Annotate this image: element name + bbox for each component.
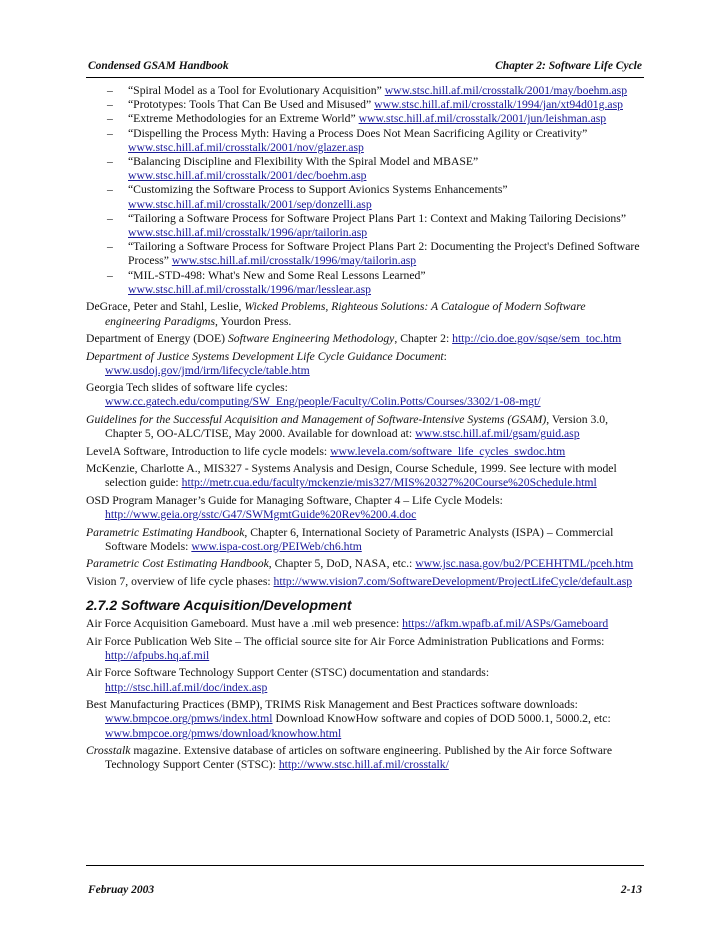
entry-link[interactable]: www.levela.com/software_life_cycles_swdoc.htm bbox=[330, 444, 566, 458]
dash-bullet: – bbox=[107, 84, 113, 97]
list-item bbox=[107, 112, 644, 126]
entry-text: , Chapter 2: bbox=[394, 332, 453, 346]
reference-entry bbox=[86, 666, 644, 694]
article-link[interactable]: www.stsc.hill.af.mil/crosstalk/1996/apr/tailorin.asp bbox=[128, 226, 368, 240]
list-item bbox=[107, 240, 644, 268]
article-title: “Tailoring a Software Process for Software Project Plans Part 1: Context and Making Tailoring Decisions” bbox=[128, 211, 627, 225]
entry-link[interactable]: www.ispa-cost.org/PEIWeb/ch6.htm bbox=[191, 539, 362, 553]
list-item bbox=[107, 155, 644, 183]
entry-title: Parametric Estimating Handbook bbox=[86, 525, 245, 539]
entry-text: LevelA Software, Introduction to life cycle models: bbox=[86, 444, 331, 458]
list-item bbox=[107, 127, 644, 155]
entry-text: DeGrace, Peter and Stahl, Leslie, bbox=[86, 300, 245, 314]
header-chapter: Chapter 2: Software Life Cycle bbox=[495, 60, 642, 72]
section-heading: 2.7.2 Software Acquisition/Development bbox=[86, 596, 352, 613]
entry-text: Georgia Tech slides of software life cycles: bbox=[86, 381, 288, 395]
entry-link[interactable]: www.cc.gatech.edu/computing/SW_Eng/people/Faculty/Colin.Potts/Courses/3302/1-08-mgt/ bbox=[105, 395, 541, 409]
dash-bullet: – bbox=[107, 240, 113, 254]
entry-text: , Chapter 6, International Society of Parametric Analysts (ISPA) – Commercial Software Models: bbox=[105, 525, 614, 553]
entry-link[interactable]: http://metr.cua.edu/faculty/mckenzie/mis327/MIS%20327%20Course%20Schedule.html bbox=[181, 476, 597, 490]
entry-text: : bbox=[443, 349, 447, 363]
entry-link[interactable]: http://www.geia.org/sstc/G47/SWMgmtGuide%20Rev%200.4.doc bbox=[105, 508, 417, 522]
reference-entry bbox=[86, 575, 644, 589]
list-item bbox=[107, 84, 644, 98]
article-title: “Customizing the Software Process to Support Avionics Systems Enhancements” bbox=[128, 183, 508, 197]
dash-bullet: – bbox=[107, 112, 113, 126]
entry-title: Software Engineering Methodology bbox=[227, 332, 395, 346]
entry-text: OSD Program Manager’s Guide for Managing Software, Chapter 4 – Life Cycle Models: bbox=[86, 493, 503, 507]
entry-link[interactable]: http://cio.doe.gov/sqse/sem_toc.htm bbox=[452, 332, 622, 346]
list-item bbox=[107, 183, 644, 211]
header-rule bbox=[86, 77, 644, 78]
entry-text: , Yourdon Press. bbox=[215, 314, 292, 328]
reference-entry bbox=[86, 350, 644, 378]
reference-entry bbox=[86, 617, 644, 631]
entry-link[interactable]: http://www.vision7.com/SoftwareDevelopment/ProjectLifeCycle/default.asp bbox=[273, 574, 633, 588]
reference-entry bbox=[86, 332, 644, 346]
entry-text: Air Force Software Technology Support Center (STSC) documentation and standards: bbox=[86, 666, 490, 680]
crosstalk-article-list bbox=[86, 84, 644, 297]
article-title: “MIL-STD-498: What's New and Some Real Lessons Learned” bbox=[128, 268, 426, 282]
entry-text: McKenzie, Charlotte A., MIS327 - Systems Analysis and Design, Course Schedule, 1999. See lecture with model selection guide: bbox=[86, 462, 617, 490]
entry-text: Air Force Publication Web Site – The official source site for Air Force Administration Publications and Forms: bbox=[86, 634, 605, 648]
entry-text: , Chapter 5, DoD, NASA, etc.: bbox=[268, 557, 416, 571]
entry-title: Wicked Problems, Righteous Solutions: A Catalogue of Modern Software engineering Paradigms bbox=[105, 300, 586, 328]
reference-entry bbox=[86, 300, 644, 328]
entry-link[interactable]: www.bmpcoe.org/pmws/index.html bbox=[105, 712, 273, 726]
article-link[interactable]: www.stsc.hill.af.mil/crosstalk/1996/mar/lesslear.asp bbox=[128, 282, 372, 296]
entry-link[interactable]: http://stsc.hill.af.mil/doc/index.asp bbox=[105, 680, 268, 694]
footer-date: Februay 2003 bbox=[88, 884, 155, 896]
reference-entry bbox=[86, 635, 644, 663]
page-header bbox=[86, 58, 644, 76]
acquisition-reference-list bbox=[86, 617, 644, 772]
article-title: “Dispelling the Process Myth: Having a Process Does Not Mean Sacrificing Agility or Creativity” bbox=[128, 126, 588, 140]
reference-entry bbox=[86, 381, 644, 409]
reference-entry bbox=[86, 413, 644, 441]
entry-title: Guidelines for the Successful Acquisition and Management of Software-Intensive Systems (GSAM) bbox=[86, 412, 547, 426]
list-item bbox=[107, 98, 644, 112]
article-link[interactable]: www.stsc.hill.af.mil/crosstalk/2001/nov/glazer.asp bbox=[128, 140, 364, 154]
article-title: “Extreme Methodologies for an Extreme World” bbox=[128, 112, 356, 126]
entry-text: Vision 7, overview of life cycle phases: bbox=[86, 574, 274, 588]
reference-entry bbox=[86, 557, 644, 571]
article-title: “Spiral Model as a Tool for Evolutionary Acquisition” bbox=[128, 84, 382, 97]
list-item bbox=[107, 269, 644, 297]
page-content bbox=[86, 84, 644, 772]
dash-bullet: – bbox=[107, 155, 113, 169]
entry-link[interactable]: www.jsc.nasa.gov/bu2/PCEHHTML/pceh.htm bbox=[415, 557, 634, 571]
header-title: Condensed GSAM Handbook bbox=[88, 60, 229, 72]
article-title: “Balancing Discipline and Flexibility With the Spiral Model and MBASE” bbox=[128, 155, 479, 169]
reference-list bbox=[86, 300, 644, 589]
article-link[interactable]: www.stsc.hill.af.mil/crosstalk/2001/dec/boehm.asp bbox=[128, 169, 367, 183]
article-link[interactable]: www.stsc.hill.af.mil/crosstalk/2001/may/boehm.asp bbox=[384, 84, 628, 97]
dash-bullet: – bbox=[107, 183, 113, 197]
reference-entry bbox=[86, 744, 644, 772]
entry-title: Department of Justice Systems Development Life Cycle Guidance Document bbox=[86, 349, 444, 363]
article-title: “Prototypes: Tools That Can Be Used and Misused” bbox=[128, 98, 372, 112]
reference-entry bbox=[86, 462, 644, 490]
article-link[interactable]: www.stsc.hill.af.mil/crosstalk/2001/jun/leishman.asp bbox=[358, 112, 607, 126]
entry-title: Parametric Cost Estimating Handbook bbox=[86, 557, 269, 571]
entry-text: Air Force Acquisition Gameboard. Must have a .mil web presence: bbox=[86, 617, 403, 631]
dash-bullet: – bbox=[107, 268, 113, 282]
article-link[interactable]: www.stsc.hill.af.mil/crosstalk/1994/jan/xt94d01g.asp bbox=[374, 98, 623, 112]
article-link[interactable]: www.stsc.hill.af.mil/crosstalk/1996/may/tailorin.asp bbox=[171, 254, 417, 268]
entry-link[interactable]: https://afkm.wpafb.af.mil/ASPs/Gameboard bbox=[402, 617, 609, 631]
reference-entry bbox=[86, 698, 644, 741]
entry-link[interactable]: www.usdoj.gov/jmd/irm/lifecycle/table.htm bbox=[105, 363, 310, 377]
entry-link[interactable]: http://www.stsc.hill.af.mil/crosstalk/ bbox=[278, 758, 449, 772]
entry-text: magazine. Extensive database of articles on software engineering. Published by the Air force Software Technology Support Center (STSC): bbox=[105, 744, 613, 772]
article-link[interactable]: www.stsc.hill.af.mil/crosstalk/2001/sep/donzelli.asp bbox=[128, 197, 372, 211]
dash-bullet: – bbox=[107, 126, 113, 140]
list-item bbox=[107, 212, 644, 240]
entry-text: Department of Energy (DOE) bbox=[86, 332, 228, 346]
entry-text: Download KnowHow software and copies of DOD 5000.1, 5000.2, etc: bbox=[272, 712, 611, 726]
dash-bullet: – bbox=[107, 98, 113, 112]
entry-link[interactable]: www.stsc.hill.af.mil/gsam/guid.asp bbox=[415, 427, 580, 441]
entry-title: Crosstalk bbox=[86, 744, 131, 758]
entry-text: , Version 3.0, Chapter 5, OO-ALC/TISE, May 2000. Available for download at: bbox=[105, 412, 609, 441]
page-number: 2-13 bbox=[620, 884, 642, 896]
reference-entry bbox=[86, 526, 644, 554]
article-title: “Tailoring a Software Process for Software Project Plans Part 2: Documenting the Project's Defined Software Process” bbox=[128, 240, 640, 268]
dash-bullet: – bbox=[107, 211, 113, 225]
page-footer bbox=[86, 865, 644, 896]
entry-text: Best Manufacturing Practices (BMP), TRIMS Risk Management and Best Practices software downloads: bbox=[86, 698, 578, 712]
reference-entry bbox=[86, 494, 644, 522]
entry-link[interactable]: http://afpubs.hq.af.mil bbox=[105, 648, 210, 662]
reference-entry bbox=[86, 445, 644, 459]
entry-link[interactable]: www.bmpcoe.org/pmws/download/knowhow.html bbox=[105, 726, 342, 740]
